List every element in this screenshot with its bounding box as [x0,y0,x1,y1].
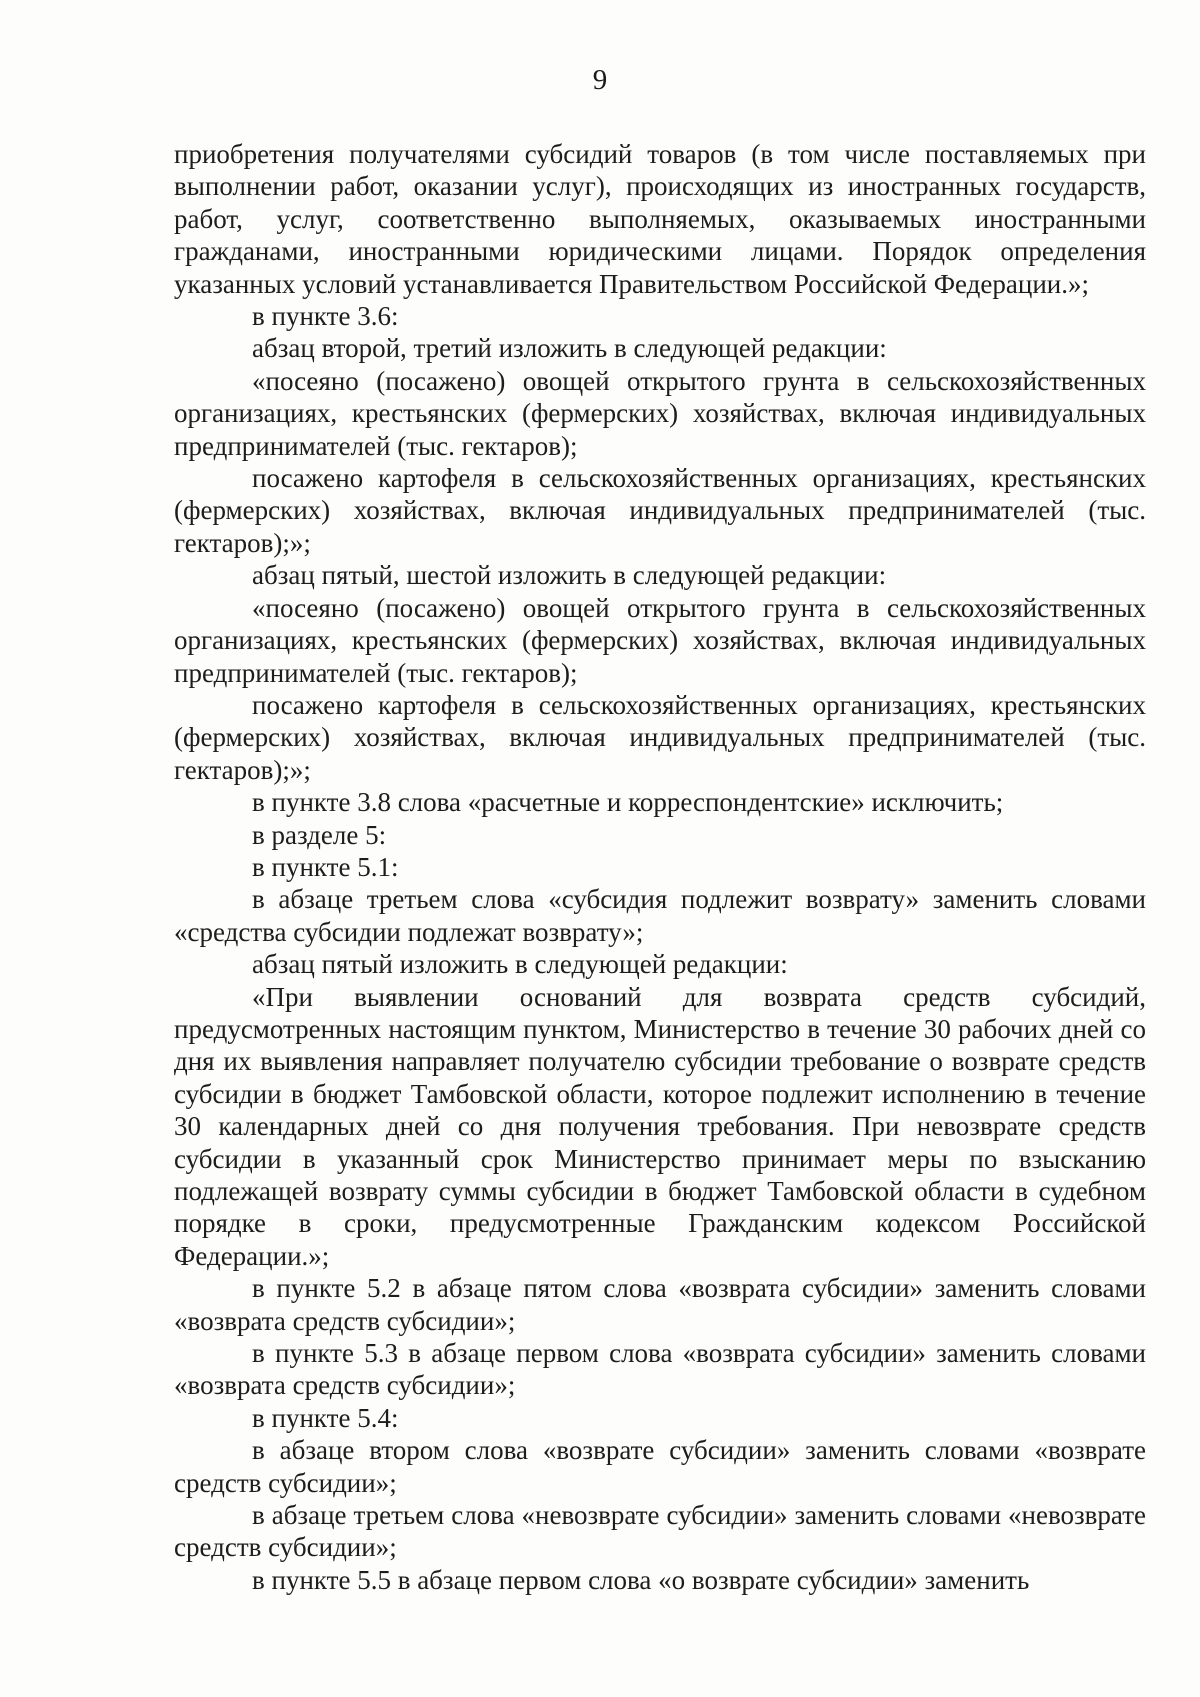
paragraph: приобретения получателями субсидий товаров (в том числе поставляемых при выполнении работ, оказании услуг), происходящих из иностранных государств, работ, услуг, соответственно выполняемых, оказываемых иностранными гражданами, иностранными юридическими лицами. Порядок определения указанных условий устанавливается Правительством Российской Федерации.»; [174,139,1146,299]
paragraph: в пункте 5.5 в абзаце первом слова «о возврате субсидии» заменить [252,1564,1030,1595]
paragraph: в пункте 5.2 в абзаце пятом слова «возврата субсидии» заменить словами «возврата средств субсидии»; [174,1273,1146,1336]
paragraph: в абзаце втором слова «возврате субсидии» заменить словами «возврате средств субсидии»; [174,1435,1146,1498]
paragraph: в пункте 3.6: [252,301,399,332]
paragraph: «посеяно (посажено) овощей открытого грунта в сельскохозяйственных организациях, крестьянских (фермерских) хозяйствах, включая индивидуальных предпринимателей (тыс. гектаров); [174,592,1146,688]
paragraph: посажено картофеля в сельскохозяйственных организациях, крестьянских (фермерских) хозяйствах, включая индивидуальных предпринимателей (тыс. гектаров);»; [174,463,1146,558]
paragraph: в пункте 3.8 слова «расчетные и корреспондентские» исключить; [252,787,1004,818]
document-body [174,138,1146,1596]
paragraph: абзац пятый изложить в следующей редакции: [252,949,788,980]
paragraph: посажено картофеля в сельскохозяйственных организациях, крестьянских (фермерских) хозяйствах, включая индивидуальных предпринимателей (тыс. гектаров);»; [174,689,1146,785]
paragraph: в абзаце третьем слова «невозврате субсидии» заменить словами «невозврате средств субсидии»; [174,1500,1146,1563]
page-number: 9 [592,64,608,96]
paragraph: в абзаце третьем слова «субсидия подлежит возврату» заменить словами «средства субсидии подлежат возврату»; [174,884,1146,947]
paragraph: в разделе 5: [252,819,387,850]
paragraph: «посеяно (посажено) овощей открытого грунта в сельскохозяйственных организациях, крестьянских (фермерских) хозяйствах, включая индивидуальных предпринимателей (тыс. гектаров); [174,365,1146,461]
paragraph: в пункте 5.3 в абзаце первом слова «возврата субсидии» заменить словами «возврата средств субсидии»; [174,1338,1146,1401]
paragraph: абзац пятый, шестой изложить в следующей редакции: [252,560,887,591]
paragraph: в пункте 5.1: [252,851,399,882]
paragraph: в пункте 5.4: [252,1402,399,1433]
paragraph: «При выявлении оснований для возврата средств субсидий, предусмотренных настоящим пунктом, Министерство в течение 30 рабочих дней со дня их выявления направляет получателю субсидии требование о возврате средств субсидии в бюджет Тамбовской области, которое подлежит исполнению в течение 30 календарных дней со дня получения требования. При невозврате средств субсидии в указанный срок Министерство принимает меры по взысканию подлежащей возврату суммы субсидии в бюджет Тамбовской области в судебном порядке в сроки, предусмотренные Гражданским кодексом Российской Федерации.»; [174,981,1146,1271]
paragraph: абзац второй, третий изложить в следующей редакции: [252,333,887,364]
